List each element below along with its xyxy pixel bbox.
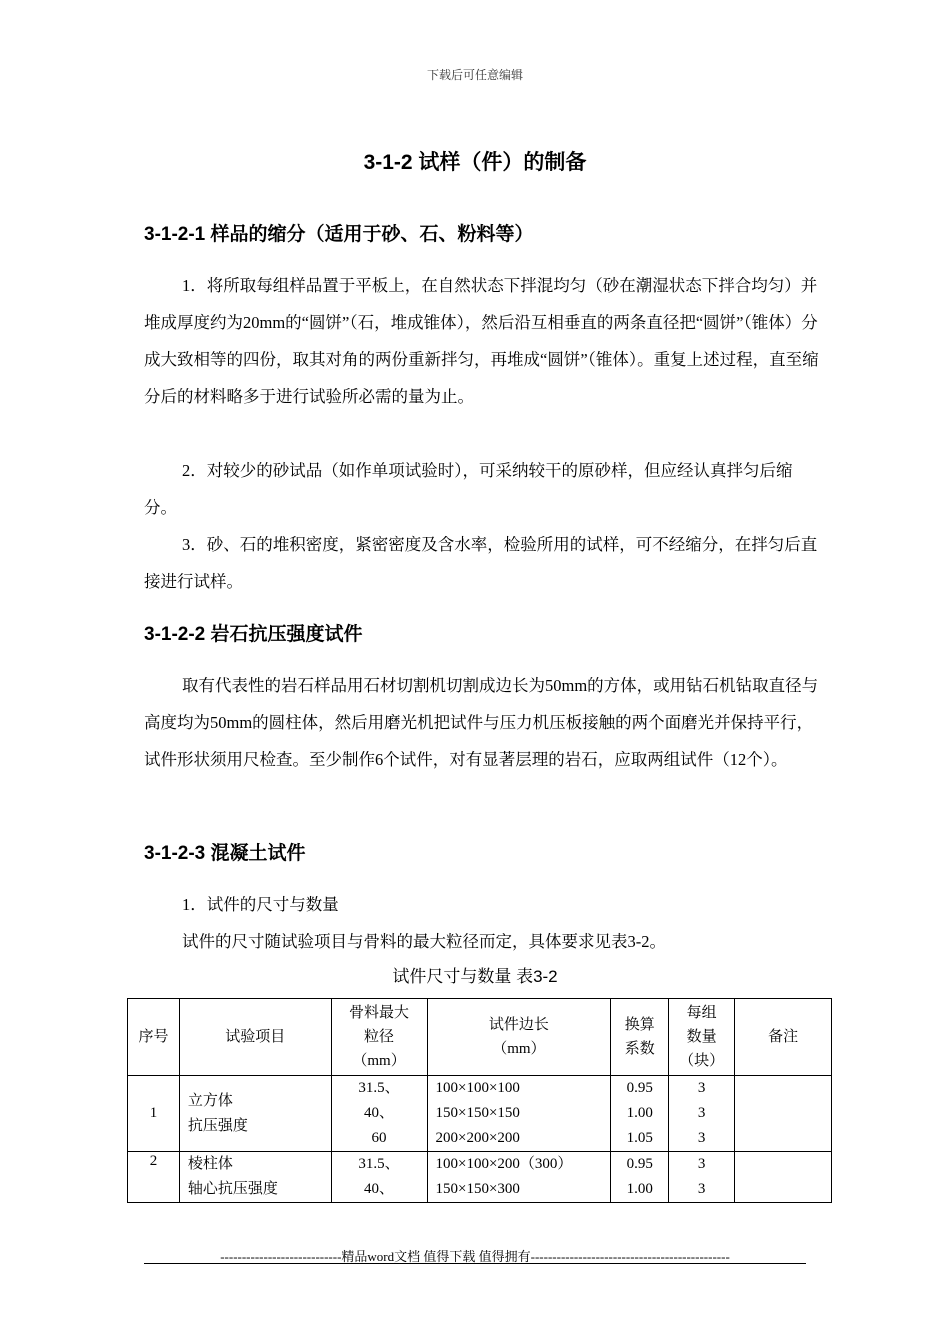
paragraph-1-1: 1．将所取每组样品置于平板上，在自然状态下拌混均匀（砂在潮湿状态下拌合均匀）并堆成厚度约为20mm的“圆饼”（石，堆成锥体），然后沿互相垂直的两条直径把“圆饼”（锥体）分成大致相等的四份，取其对角的两份重新拌匀，再堆成“圆饼”（锥体）。重复上述过程，直至缩分后的材料略多于进行试验所必需的量为止。 [144, 276, 819, 406]
header-specimen-size: 试件边长 （mm） [427, 999, 611, 1076]
header-aggregate-size: 骨料最大 粒径 （mm） [331, 999, 427, 1076]
cell-no: 2 [128, 1152, 180, 1203]
cell-count: 3 3 [669, 1152, 735, 1203]
header-item: 试验项目 [179, 999, 331, 1076]
section-heading-sample-reduction: 3-1-2-1 样品的缩分（适用于砂、石、粉料等） [144, 224, 534, 245]
paragraph-1-2: 2．对较少的砂试品（如作单项试验时），可采纳较干的原砂样，但应经认真拌匀后缩分。 [144, 461, 793, 517]
cell-item: 立方体 抗压强度 [179, 1076, 331, 1152]
table-caption: 试件尺寸与数量 表3-2 [392, 967, 558, 986]
header-remark: 备注 [735, 999, 832, 1076]
paragraph-2-1: 取有代表性的岩石样品用石材切割机切割成边长为50mm的方体，或用钻石机钻取直径与高度均为50mm的圆柱体，然后用磨光机把试件与压力机压板接触的两个面磨光并保持平行，试件形状须用尺检查。至少制作6个试件，对有显著层理的岩石，应取两组试件（12个）。 [144, 676, 819, 769]
section-heading-rock-specimen: 3-1-2-2 岩石抗压强度试件 [144, 624, 363, 645]
header-factor: 换算 系数 [611, 999, 669, 1076]
header-no: 序号 [128, 999, 180, 1076]
paragraph-3-2: 试件的尺寸随试验项目与骨料的最大粒径而定，具体要求见表3-2。 [182, 932, 666, 951]
header-count: 每组 数量 （块） [669, 999, 735, 1076]
cell-aggregate-size: 31.5、 40、 60 [331, 1076, 427, 1152]
footer-divider [144, 1263, 806, 1264]
paragraph-1-3: 3．砂、石的堆积密度，紧密密度及含水率，检验所用的试样，可不经缩分，在拌匀后直接进行试样。 [144, 535, 818, 591]
header-note: 下载后可任意编辑 [426, 68, 523, 82]
cell-specimen-size: 100×100×100 150×150×150 200×200×200 [427, 1076, 611, 1152]
paragraph-3-1: 1．试件的尺寸与数量 [182, 895, 339, 914]
cell-aggregate-size: 31.5、 40、 [331, 1152, 427, 1203]
cell-remark [735, 1152, 832, 1203]
cell-count: 3 3 3 [669, 1076, 735, 1152]
table-row [128, 1152, 832, 1203]
section-heading-concrete-specimen: 3-1-2-3 混凝土试件 [144, 843, 306, 864]
cell-no: 1 [128, 1076, 180, 1152]
cell-remark [735, 1076, 832, 1152]
cell-factor: 0.95 1.00 [611, 1152, 669, 1203]
cell-specimen-size: 100×100×200（300） 150×150×300 [427, 1152, 611, 1203]
specimen-size-table [127, 998, 832, 1203]
page-title: 3-1-2 试样（件）的制备 [363, 151, 587, 174]
footer-text: ----------------------------精品word文档 值得下载 值得拥有---------------------------------------------- [220, 1249, 730, 1264]
cell-item: 棱柱体 轴心抗压强度 [179, 1152, 331, 1203]
cell-factor: 0.95 1.00 1.05 [611, 1076, 669, 1152]
table-row [128, 1076, 832, 1152]
table-header-row [128, 999, 832, 1076]
